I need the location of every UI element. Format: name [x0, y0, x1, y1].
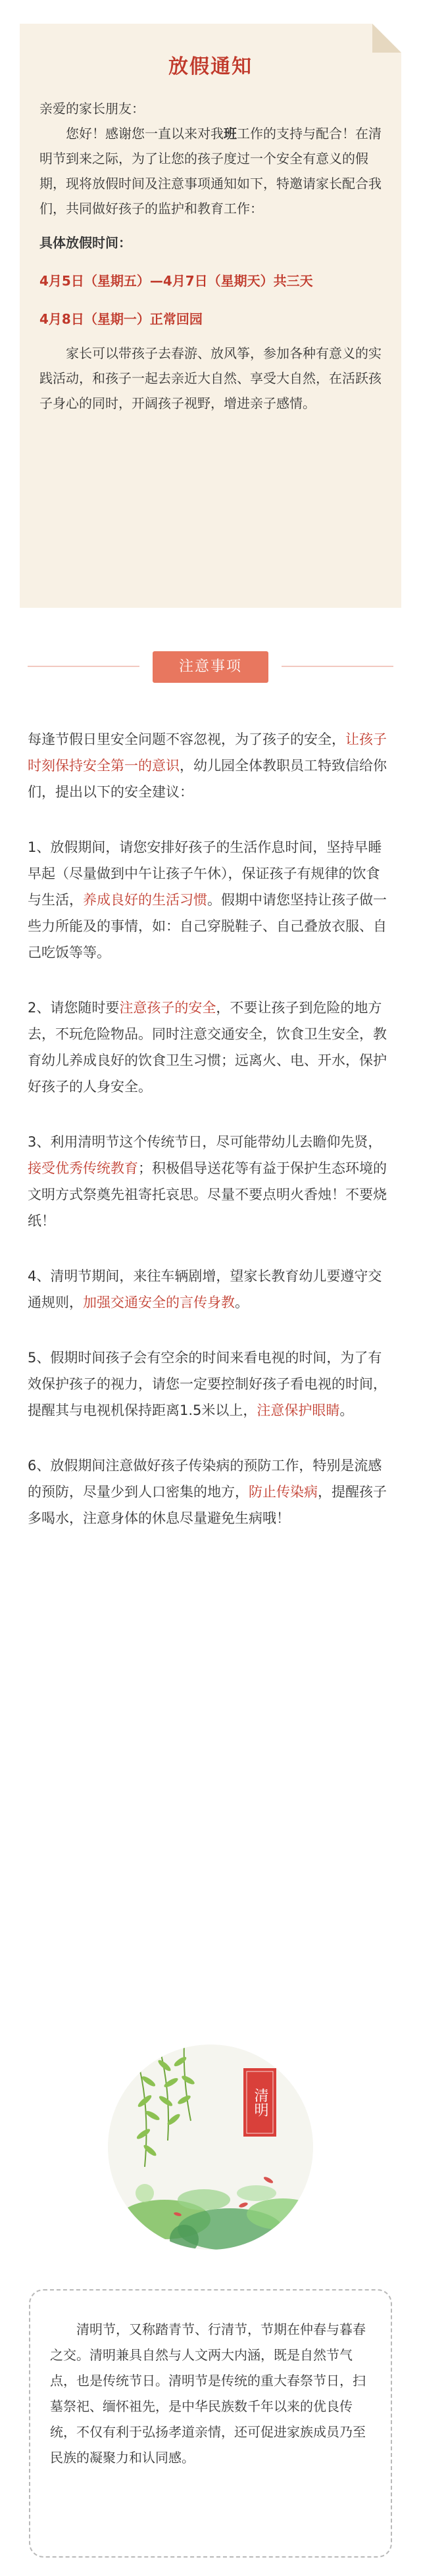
tip-4: [28, 1263, 393, 1316]
qingming-intro-box: [29, 2289, 392, 2558]
tip-2: [28, 995, 393, 1100]
qingming-illustration: [105, 2042, 316, 2252]
return-date: 4月8日（星期一）正常回园: [39, 311, 203, 327]
intro-paragraph: [39, 121, 382, 221]
greeting-text: 亲爱的家长朋友：: [39, 101, 145, 116]
tip-6-text: 6、放假期间注意做好孩子传染病的预防工作，特别是流感的预防，尽量少到人口密集的地方，: [28, 1458, 382, 1500]
article-intro: [28, 726, 393, 805]
banner-divider-right: [282, 666, 393, 667]
intro-text-part1: 您好！感谢您一直以来对我: [66, 126, 224, 141]
tip-3: [28, 1129, 393, 1234]
intro-text-end: ，幼儿园全体教职员工特致信给你们，提出以下的安全建议：: [28, 758, 387, 800]
notice-card: [20, 24, 401, 608]
holiday-dates: 4月5日（星期五）—4月7日（星期天）共三天: [39, 273, 313, 289]
tip-1-text: 1、放假期间，请您安排好孩子的生活作息时间，坚持早睡早起（尽量做到中午让孩子午休），保证孩子有规律的饮食与生活，: [28, 839, 382, 908]
tip-5-highlight: 注意保护眼睛: [257, 1402, 340, 1418]
section-banner: [0, 643, 421, 689]
tip-3-highlight: 接受优秀传统教育: [28, 1160, 138, 1176]
safety-article: [28, 726, 393, 1560]
tip-1-highlight: 养成良好的生活习惯: [83, 892, 207, 908]
tip-6-text-end: ，提醒孩子多喝水，注意身体的休息尽量避免生病哦！: [28, 1484, 387, 1526]
tip-2-text: 2、请您随时要: [28, 1000, 120, 1016]
intro-text-part2: 工作的支持与配合！在清明节到来之际，为了让您的孩子度过一个安全有意义的假期，现将放假时间及注意事项通知如下，特邀请家长配合我们，共同做好孩子的监护和教育工作：: [39, 126, 382, 216]
illustration-graphic: [105, 2042, 316, 2252]
intro-text-bold: 班: [224, 126, 237, 141]
section-heading: 注意事项: [153, 651, 268, 683]
intro-highlight: 让孩子时刻保持安全第一的意识: [28, 731, 387, 774]
tip-6-highlight: 防止传染病: [249, 1484, 318, 1500]
tip-3-text-end: ；积极倡导送花等有益于保护生态环境的文明方式祭奠先祖寄托哀思。尽量不要点明火香烛！不要烧纸！: [28, 1160, 387, 1229]
banner-divider-left: [28, 666, 139, 667]
tip-6: [28, 1452, 393, 1531]
tip-4-text-end: 。: [235, 1295, 249, 1310]
tip-3-text: 3、利用清明节这个传统节日，尽可能带幼儿去瞻仰先贤，: [28, 1134, 382, 1150]
activity-paragraph: 家长可以带孩子去春游、放风筝，参加各种有意义的实践活动，和孩子一起去亲近大自然、享受大自然，在活跃孩子身心的同时，开阔孩子视野，增进亲子感情。: [39, 345, 382, 411]
tip-5-text: 5、假期时间孩子会有空余的时间来看电视的时间，为了有效保护孩子的视力，请您一定要控制好孩子看电视的时间，提醒其与电视机保持距离1.5米以上，: [28, 1350, 387, 1418]
tip-2-text-end: ，不要让孩子到危险的地方去，不玩危险物品。同时注意交通安全，饮食卫生安全，教育幼儿养成良好的饮食卫生习惯；远离火、电、开水，保护好孩子的人身安全。: [28, 1000, 387, 1095]
tip-5: [28, 1345, 393, 1424]
tip-1: [28, 834, 393, 966]
qingming-intro-text: 清明节，又称踏青节、行清节，节期在仲春与暮春之交。清明兼具自然与人文两大内涵，既是自然节气点，也是传统节日。清明节是传统的重大春祭节日，扫墓祭祀、缅怀祖先，是中华民族数千年以来的优良传统，不仅有利于弘扬孝道亲情，还可促进家族成员乃至民族的凝聚力和认同感。: [50, 2321, 366, 2465]
intro-text: 每逢节假日里安全问题不容忽视，为了孩子的安全，: [28, 731, 345, 747]
tip-5-text-end: 。: [339, 1402, 354, 1418]
tip-2-highlight: 注意孩子的安全: [119, 1000, 216, 1016]
tip-1-text-end: 。假期中请您坚持让孩子做一些力所能及的事情，如：自己穿脱鞋子、自己叠放衣服、自己吃饭等等。: [28, 892, 387, 960]
folded-corner-decoration: [372, 24, 401, 53]
seal-text: 清明: [252, 2088, 268, 2117]
schedule-label: 具体放假时间：: [39, 235, 132, 251]
tip-4-text: 4、清明节期间，来往车辆剧增，望家长教育幼儿要遵守交通规则，: [28, 1268, 382, 1310]
tip-4-highlight: 加强交通安全的言传身教: [83, 1295, 235, 1310]
notice-title: 放假通知: [168, 55, 253, 78]
